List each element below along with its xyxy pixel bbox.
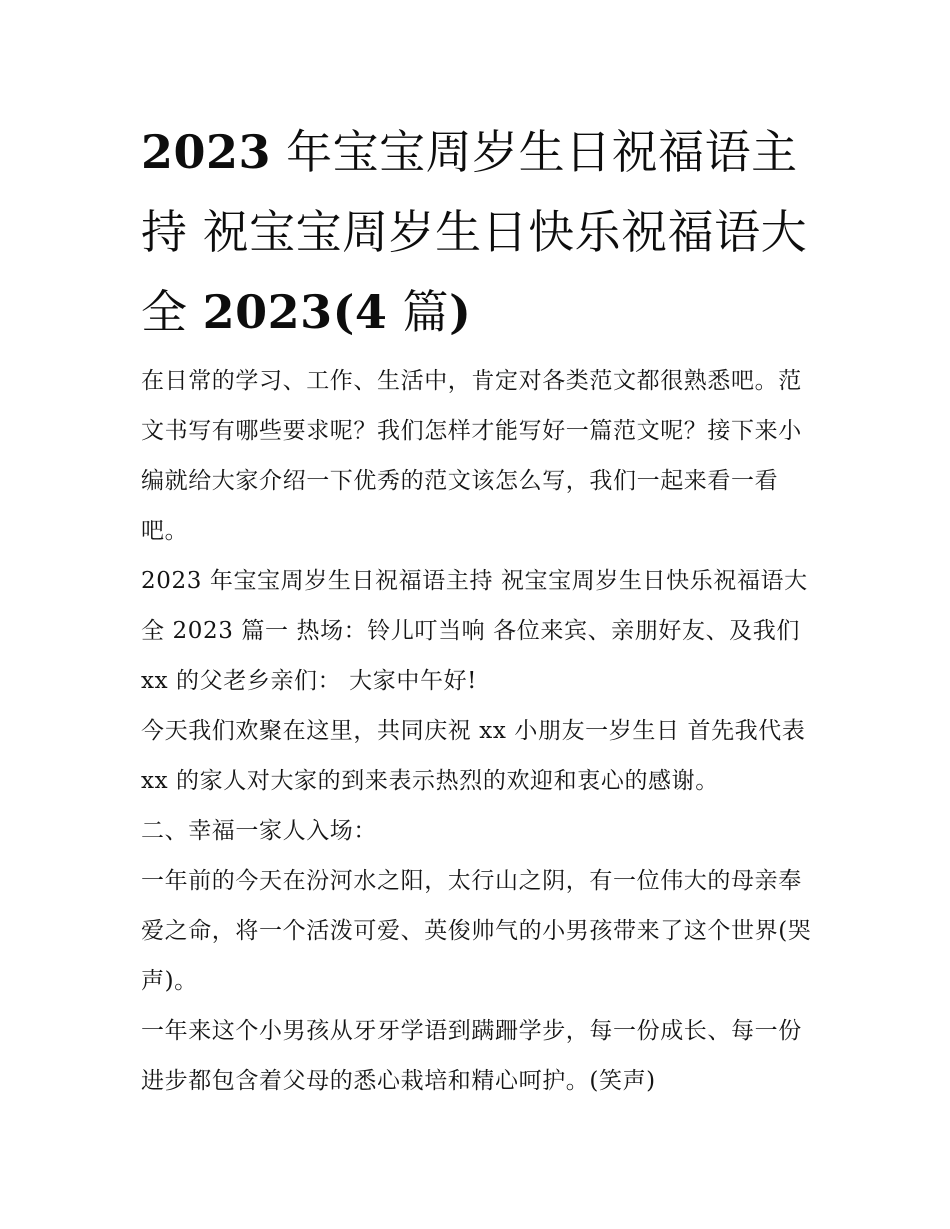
body-paragraph: 2023 年宝宝周岁生日祝福语主持 祝宝宝周岁生日快乐祝福语大全 2023 篇一 热场：铃儿叮当响 各位来宾、亲朋好友、及我们 xx 的父老乡亲们： 大家中午好! [141,568,808,694]
section-heading: 二、幸福一家人入场： [141,818,377,844]
title-text: 年宝宝周岁生日祝福语主持 祝宝宝周岁生日快乐祝福语大全 [141,125,808,339]
intro-paragraph: 在日常的学习、工作、生活中，肯定对各类范文都很熟悉吧。范文书写有哪些要求呢？我们怎样才能写好一篇范文呢？接下来小编就给大家介绍一下优秀的范文该怎么写，我们一起来看一看吧。 [141,368,802,544]
body-paragraph: 今天我们欢聚在这里，共同庆祝 xx 小朋友一岁生日 首先我代表 xx 的家人对大家的到来表示热烈的欢迎和衷心的感谢。 [141,718,806,794]
document-page [141,112,813,1106]
title-count: 2023(4 [202,285,388,339]
title-close-paren: ) [449,285,472,339]
title-unit: 篇 [387,285,450,339]
document-title [141,112,813,352]
body-paragraph: 一年前的今天在汾河水之阳，太行山之阴，有一位伟大的母亲奉爱之命，将一个活泼可爱、英俊帅气的小男孩带来了这个世界(哭声)。 [141,868,812,994]
title-year: 2023 [141,125,272,179]
body-paragraph: 一年来这个小男孩从牙牙学语到蹒跚学步，每一份成长、每一份进步都包含着父母的悉心栽培和精心呵护。(笑声) [141,1018,802,1094]
